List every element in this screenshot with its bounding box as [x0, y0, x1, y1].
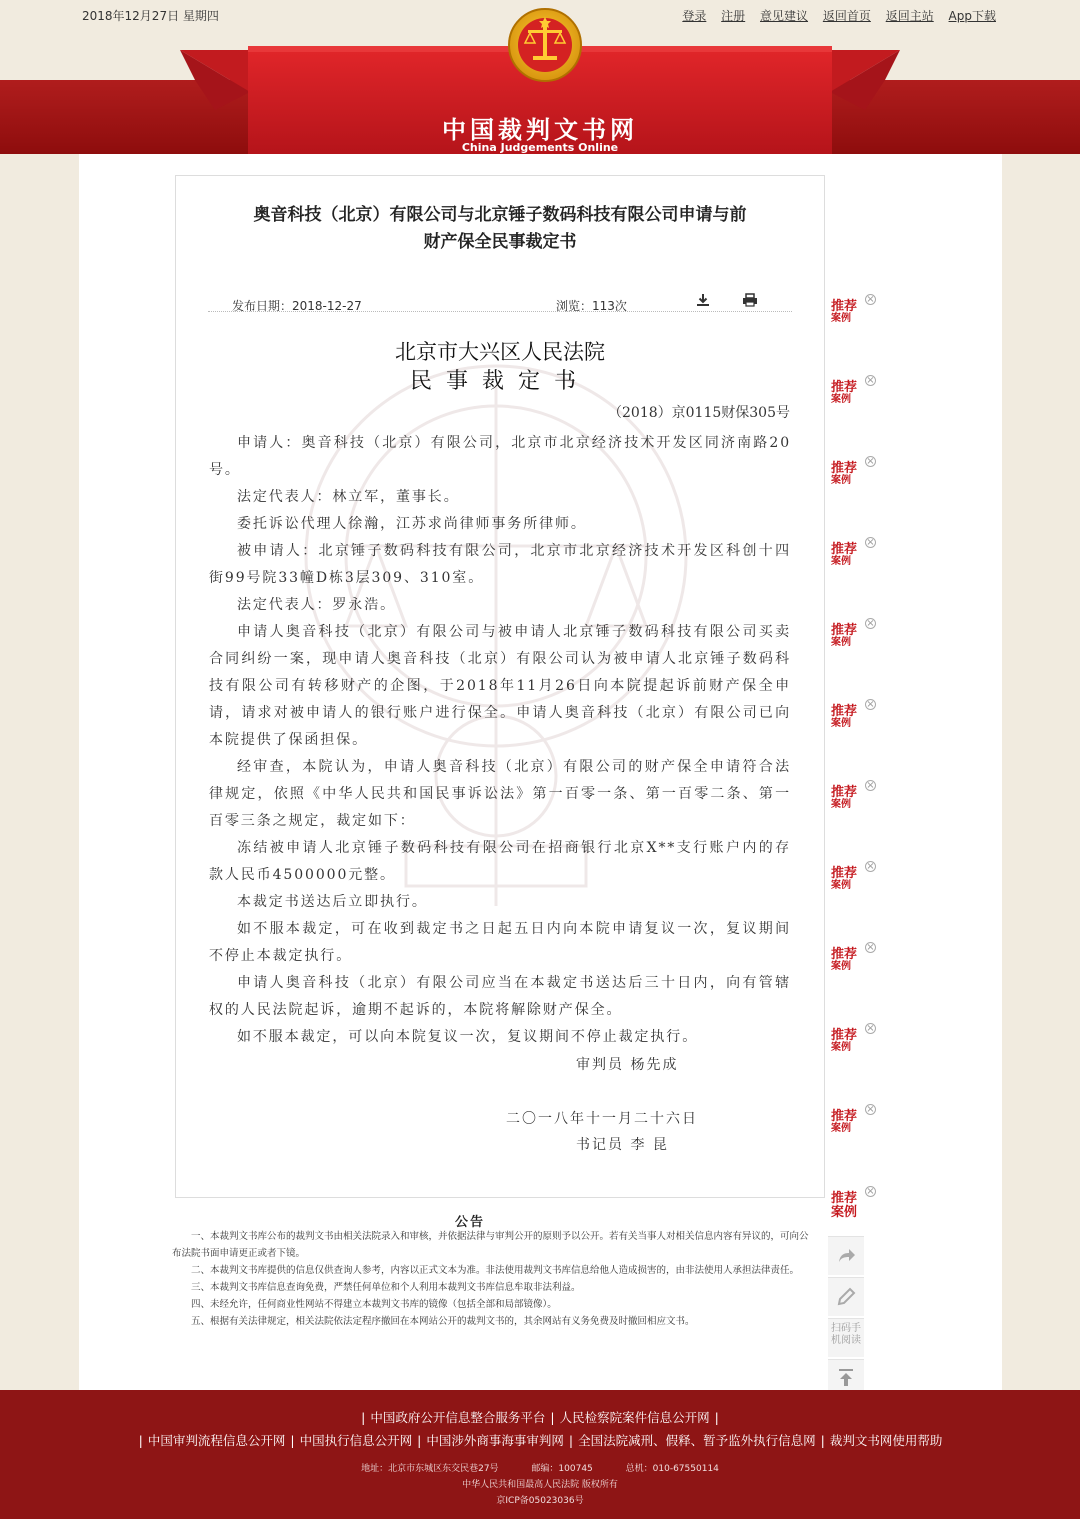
clerk-signature: 书记员 李 昆 — [576, 1137, 669, 1153]
footer-link[interactable]: 中国审判流程信息公开网 — [147, 1433, 286, 1448]
recommended-cases-button[interactable] — [831, 537, 879, 567]
rec-label: 推荐 — [831, 1028, 858, 1043]
share-icon — [835, 1245, 857, 1267]
arrow-up-icon — [837, 1368, 855, 1388]
edit-button[interactable] — [828, 1277, 864, 1316]
document-paragraph: 法定代表人：林立军，董事长。 — [237, 489, 460, 505]
rec-sublabel: 案例 — [831, 799, 851, 810]
footer-link[interactable]: 中国涉外商事海事审判网 — [426, 1433, 564, 1448]
rec-label: 推荐 — [831, 623, 858, 638]
rec-sublabel: 案例 — [831, 1205, 858, 1220]
document-title — [206, 202, 794, 256]
share-button[interactable] — [828, 1236, 864, 1275]
rec-label: 推荐 — [831, 461, 858, 476]
recommended-cases-panel-button[interactable] — [831, 1186, 879, 1220]
notice-item: 一、本裁判文书库公布的裁判文书由相关法院录入和审核，并依据法律与审判公开的原则予以公开。若有关当事人对相关信息内容有异议的，可向公布法院书面申请更正或者下镜。 — [172, 1231, 809, 1259]
document-paragraph: 法定代表人：罗永浩。 — [237, 597, 396, 613]
document-title-line1: 奥音科技（北京）有限公司与北京锤子数码科技有限公司申请与前 — [253, 205, 747, 225]
view-count: 浏览：113次 — [556, 299, 627, 313]
recommended-cases-button[interactable] — [831, 375, 879, 405]
document-paragraph: 申请人奥音科技（北京）有限公司与被申请人北京锤子数码科技有限公司买卖合同纠纷一案，现申请人奥音科技（北京）有限公司认为被申请人北京锤子数码科技有限公司有转移财产的企图，于2018年11月26日向本院提起诉前财产保全申请，请求对被申请人的银行账户进行保全。申请人奥音科技（北京）有限公司已向本院提供了保函担保。 — [209, 624, 791, 748]
document-paragraph: 被申请人：北京锤子数码科技有限公司，北京市北京经济技术开发区科创十四街99号院33幢D栋3层309、310室。 — [209, 543, 791, 586]
document-paragraph: 申请人：奥音科技（北京）有限公司，北京市北京经济技术开发区同济南路20号。 — [209, 435, 791, 478]
rec-label: 推荐 — [831, 1109, 858, 1124]
rec-sublabel: 案例 — [831, 880, 851, 891]
footer-contact — [0, 1461, 1080, 1474]
close-icon[interactable]: × — [866, 618, 875, 629]
rec-sublabel: 案例 — [831, 1042, 851, 1053]
rec-sublabel: 案例 — [831, 637, 851, 648]
recommended-cases-button[interactable] — [831, 456, 879, 486]
close-icon[interactable]: × — [866, 1186, 875, 1197]
footer-links-row2: | 中国审判流程信息公开网 | 中国执行信息公开网 | 中国涉外商事海事审判网 | 全国法院减刑、假释、暂予监外执行信息网 | 裁判文书网使用帮助 — [138, 1433, 943, 1448]
app-download-link[interactable]: App下载 — [948, 9, 996, 23]
footer-copyright: 中华人民共和国最高人民法院 版权所有 — [462, 1480, 618, 1490]
rec-label: 推荐 — [831, 299, 858, 314]
rec-sublabel: 案例 — [831, 556, 851, 567]
rec-label: 推荐 — [831, 380, 858, 395]
close-icon[interactable]: × — [866, 780, 875, 791]
judge-signature: 审判员 杨先成 — [576, 1057, 679, 1073]
recommended-cases-button[interactable] — [831, 618, 879, 648]
document-paragraph: 如不服本裁定，可以向本院复议一次，复议期间不停止裁定执行。 — [237, 1029, 699, 1045]
pencil-icon — [835, 1286, 857, 1308]
close-icon[interactable]: × — [866, 537, 875, 548]
notice-item: 四、未经允许，任何商业性网站不得建立本裁判文书库的镜像（包括全部和局部镜像）。 — [191, 1299, 557, 1310]
footer-link[interactable]: 裁判文书网使用帮助 — [829, 1433, 943, 1448]
court-name: 北京市大兴区人民法院 — [395, 340, 605, 364]
footer-link[interactable]: 中国政府公开信息整合服务平台 — [370, 1410, 546, 1425]
print-icon[interactable] — [742, 293, 758, 310]
rec-sublabel: 案例 — [831, 961, 851, 972]
footer-phone: 总机：010-67550114 — [625, 1464, 719, 1474]
publish-date: 发布日期：2018-12-27 — [232, 299, 362, 313]
login-link[interactable]: 登录 — [682, 9, 707, 23]
rec-sublabel: 案例 — [831, 313, 851, 324]
footer-address: 地址：北京市东城区东交民巷27号 — [361, 1464, 499, 1474]
close-icon[interactable]: × — [866, 861, 875, 872]
rec-sublabel: 案例 — [831, 1123, 851, 1134]
recommended-cases-button[interactable] — [831, 294, 879, 324]
notice-body — [172, 1228, 817, 1330]
ruling-date: 二〇一八年十一月二十六日 — [506, 1111, 698, 1127]
close-icon[interactable]: × — [866, 699, 875, 710]
rec-sublabel: 案例 — [831, 475, 851, 486]
footer-links-row1: | 中国政府公开信息整合服务平台 | 人民检察院案件信息公开网 | — [361, 1410, 719, 1425]
site-subtitle: China Judgements Online — [461, 141, 619, 154]
recommended-cases-button[interactable] — [831, 942, 879, 972]
close-icon[interactable]: × — [866, 375, 875, 386]
recommended-cases-button[interactable] — [831, 780, 879, 810]
close-icon[interactable]: × — [866, 1023, 875, 1034]
download-icon[interactable] — [696, 293, 710, 310]
recommended-cases-button[interactable] — [831, 699, 879, 729]
close-icon[interactable]: × — [866, 1104, 875, 1115]
footer-icp: 京ICP备05023036号 — [496, 1496, 584, 1506]
recommended-cases-button[interactable] — [831, 1023, 879, 1053]
notice-item: 二、本裁判文书库提供的信息仅供查询人参考，内容以正式文本为准。非法使用裁判文书库信息给他人造成损害的，由非法使用人承担法律责任。 — [191, 1265, 800, 1276]
footer-postcode: 邮编：100745 — [531, 1464, 593, 1474]
recommended-cases-button[interactable] — [831, 1104, 879, 1134]
rec-label: 推荐 — [831, 785, 858, 800]
document-title-line2: 财产保全民事裁定书 — [423, 232, 577, 252]
main-site-link[interactable]: 返回主站 — [885, 9, 934, 23]
footer-link[interactable]: 中国执行信息公开网 — [299, 1433, 413, 1448]
document-paragraph: 经审查，本院认为，申请人奥音科技（北京）有限公司的财产保全申请符合法律规定，依照《中华人民共和国民事诉讼法》第一百零一条、第一百零二条、第一百零三条之规定，裁定如下： — [209, 759, 791, 829]
scan-label: 扫码手机阅读 — [831, 1323, 861, 1346]
court-emblem-icon — [509, 9, 581, 81]
document-kind: 民事裁定书 — [409, 369, 590, 394]
document-meta — [208, 291, 792, 312]
rec-label: 推荐 — [831, 866, 858, 881]
document-box — [175, 175, 825, 1198]
register-link[interactable]: 注册 — [721, 9, 746, 23]
notice-title: 公告 — [455, 1215, 486, 1230]
rec-label: 推荐 — [831, 542, 858, 557]
document-paragraph: 本裁定书送达后立即执行。 — [237, 894, 428, 910]
notice-item: 五、根据有关法律规定，相关法院依法定程序撤回在本网站公开的裁判文书的，其余网站有义务免费及时撤回相应文书。 — [191, 1316, 695, 1327]
footer-link[interactable]: 人民检察院案件信息公开网 — [559, 1410, 710, 1425]
document-body — [209, 430, 791, 1051]
notice-item: 三、本裁判文书库信息查询免费，严禁任何单位和个人利用本裁判文书库信息牟取非法利益。 — [191, 1282, 581, 1293]
rec-label: 推荐 — [831, 947, 858, 962]
rec-sublabel: 案例 — [831, 718, 851, 729]
close-icon[interactable]: × — [866, 942, 875, 953]
home-link[interactable]: 返回首页 — [822, 9, 871, 23]
case-number: （2018）京0115财保305号 — [608, 405, 790, 421]
close-icon[interactable]: × — [866, 456, 875, 467]
document-paragraph: 委托诉讼代理人徐瀚，江苏求尚律师事务所律师。 — [237, 516, 587, 532]
site-title: 中国裁判文书网 — [442, 116, 638, 144]
document-paragraph: 冻结被申请人北京锤子数码科技有限公司在招商银行北京X**支行账户内的存款人民币4500000元整。 — [209, 840, 791, 883]
current-date: 2018年12月27日 星期四 — [82, 9, 219, 23]
document-paragraph: 如不服本裁定，可在收到裁定书之日起五日内向本院申请复议一次，复议期间不停止本裁定执行。 — [209, 921, 791, 964]
recommended-cases-button[interactable] — [831, 861, 879, 891]
rec-label: 推荐 — [831, 704, 858, 719]
footer-link[interactable]: 全国法院减刑、假释、暂予监外执行信息网 — [578, 1433, 816, 1448]
footer — [0, 1390, 1080, 1519]
rec-label: 推荐 — [831, 1191, 858, 1206]
rec-sublabel: 案例 — [831, 394, 851, 405]
feedback-link[interactable]: 意见建议 — [760, 9, 809, 23]
scan-to-read-button[interactable] — [828, 1318, 864, 1357]
document-paragraph: 申请人奥音科技（北京）有限公司应当在本裁定书送达后三十日内，向有管辖权的人民法院起诉，逾期不起诉的，本院将解除财产保全。 — [209, 975, 791, 1018]
close-icon[interactable]: × — [866, 294, 875, 305]
